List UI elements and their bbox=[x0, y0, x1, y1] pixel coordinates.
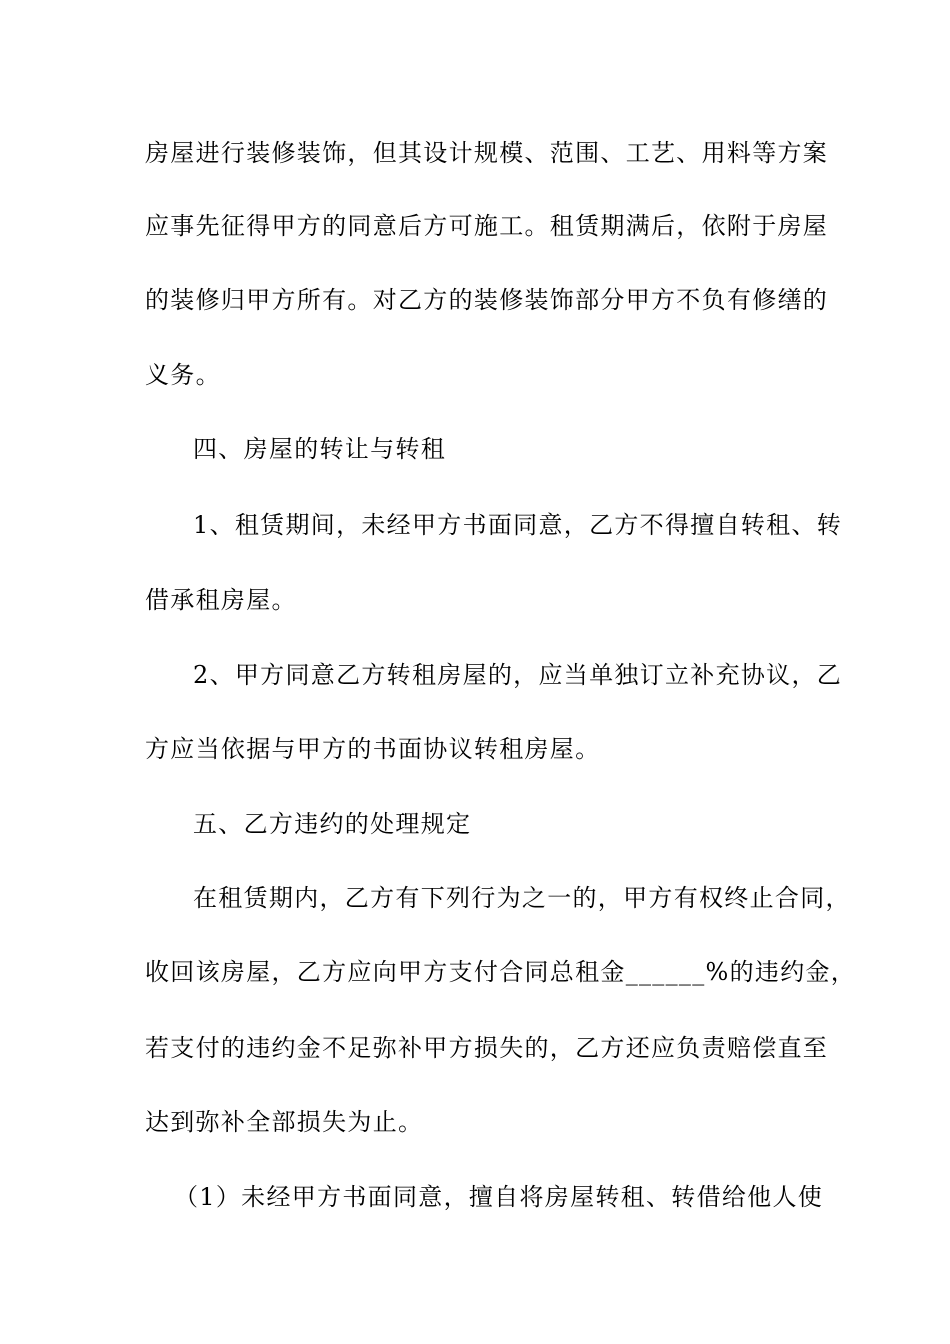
body-text-line: 若支付的违约金不足弥补甲方损失的，乙方还应负责赔偿直至 bbox=[145, 1034, 829, 1062]
list-item-line: （1）未经甲方书面同意，擅自将房屋转租、转借给他人使 bbox=[174, 1183, 824, 1211]
body-text-line: 的装修归甲方所有。对乙方的装修装饰部分甲方不负有修缮的 bbox=[145, 286, 829, 314]
body-text-line: 房屋进行装修装饰，但其设计规模、范围、工艺、用料等方案 bbox=[145, 139, 829, 167]
body-text-line: 借承租房屋。 bbox=[145, 586, 297, 614]
body-text-line: 在租赁期内，乙方有下列行为之一的，甲方有权终止合同， bbox=[193, 884, 851, 912]
body-text-line: 义务。 bbox=[145, 361, 221, 389]
section-heading: 四、房屋的转让与转租 bbox=[193, 435, 446, 463]
body-text-line: 方应当依据与甲方的书面协议转租房屋。 bbox=[145, 735, 601, 763]
body-text-line: 2、甲方同意乙方转租房屋的，应当单独订立补充协议，乙 bbox=[193, 661, 843, 689]
section-heading: 五、乙方违约的处理规定 bbox=[193, 810, 472, 838]
body-text-line: 1、租赁期间，未经甲方书面同意，乙方不得擅自转租、转 bbox=[193, 511, 843, 539]
body-text-line: 应事先征得甲方的同意后方可施工。租赁期满后，依附于房屋 bbox=[145, 212, 829, 240]
body-text-line: 达到弥补全部损失为止。 bbox=[145, 1108, 424, 1136]
body-text-line: 收回该房屋，乙方应向甲方支付合同总租金______%的违约金， bbox=[145, 958, 857, 986]
